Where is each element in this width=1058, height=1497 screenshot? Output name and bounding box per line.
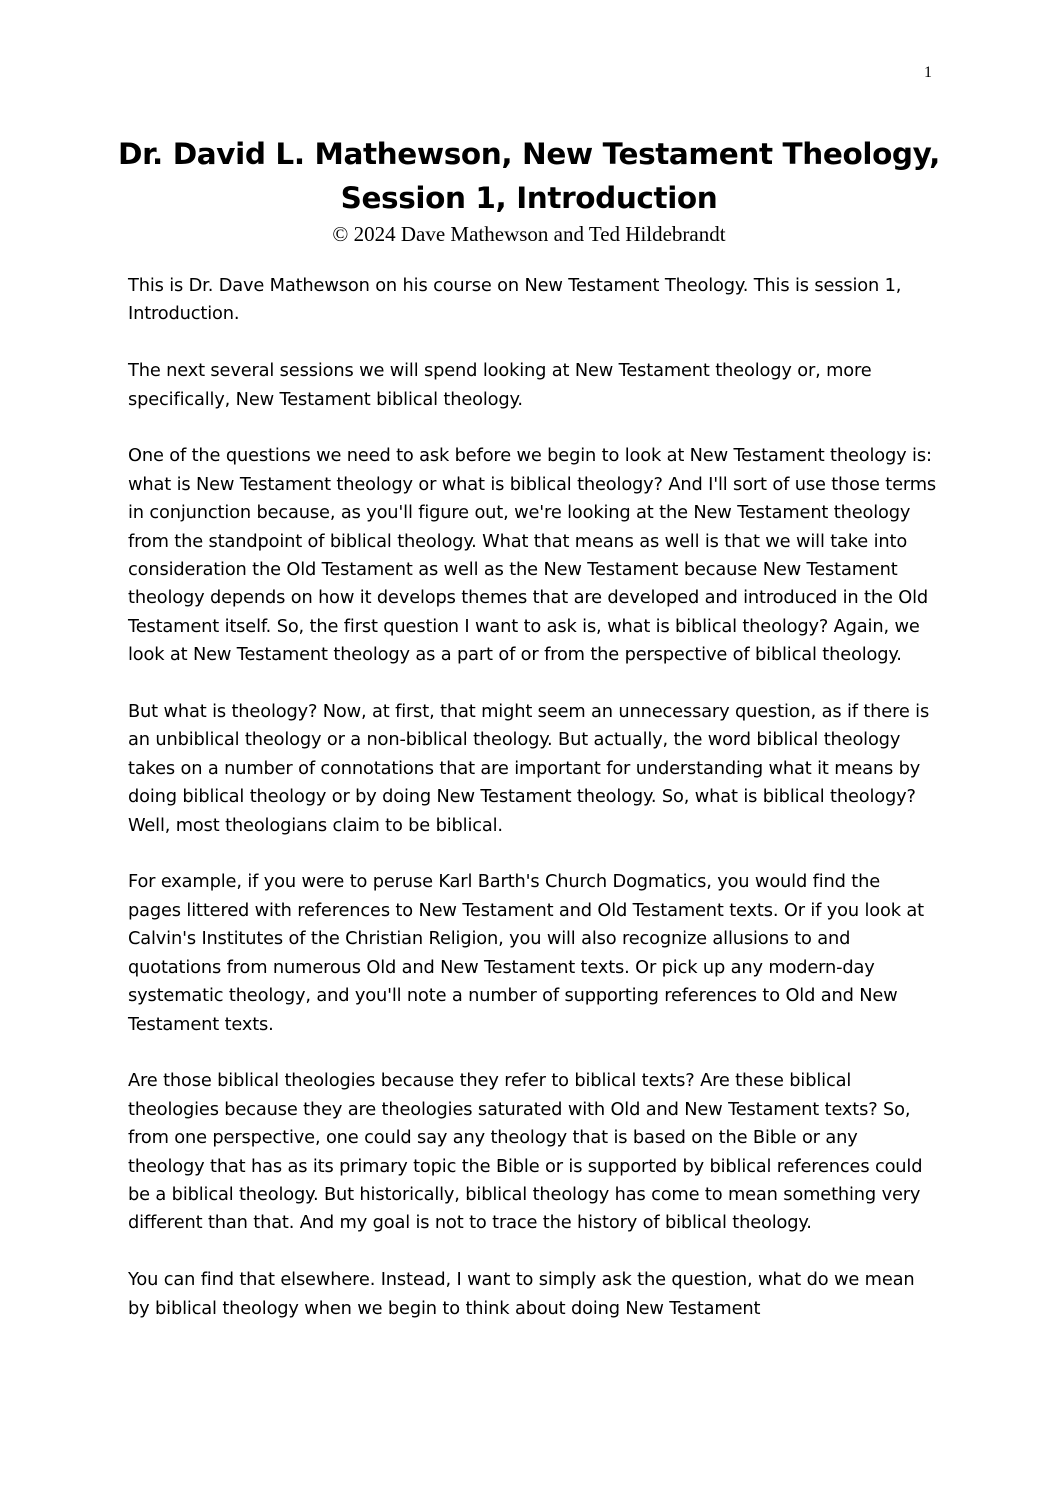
paragraph-4: But what is theology? Now, at first, that might seem an unnecessary question, as if there is an unbiblical theology or a non-biblical theology. But actually, the word biblical theology takes on a number of connotations that are important for understanding what it means by doing biblical theology or by doing New Testament theology. So, what is biblical theology? Well, most theologians claim to be biblical. [128, 701, 930, 836]
page-number: 1 [924, 64, 932, 81]
paragraph-5: For example, if you were to peruse Karl Barth's Church Dogmatics, you would find the pages littered with references to New Testament and Old Testament texts. Or if you look at Calvin's Institutes of the Christian Religion, you will also recognize allusions to and quotations from numerous Old and New Testament texts. Or pick up any modern-day systematic theology, and you'll note a number of supporting references to Old and New Testament texts. [128, 871, 924, 1035]
document-header [100, 132, 958, 248]
document-title [100, 132, 958, 220]
paragraph-2: The next several sessions we will spend looking at New Testament theology or, more specifically, New Testament biblical theology. [128, 360, 872, 410]
title-line-1: Dr. David L. Mathewson, New Testament Theology, [118, 137, 940, 171]
paragraph-6: Are those biblical theologies because they refer to biblical texts? Are these biblical theologies because they are theologies saturated with Old and New Testament texts? So, from one perspective, one could say any theology that is based on the Bible or any theology that has as its primary topic the Bible or is supported by biblical references could be a biblical theology. But historically, biblical theology has come to mean something very different than that. And my goal is not to trace the history of biblical theology. [128, 1070, 923, 1234]
document-body [128, 272, 938, 1351]
title-line-2: Session 1, Introduction [340, 181, 718, 215]
copyright-line: © 2024 Dave Mathewson and Ted Hildebrandt [332, 222, 726, 246]
paragraph-7: You can find that elsewhere. Instead, I want to simply ask the question, what do we mean by biblical theology when we begin to think about doing New Testament [128, 1269, 915, 1319]
paragraph-1: This is Dr. Dave Mathewson on his course on New Testament Theology. This is session 1, Introduction. [128, 275, 902, 325]
paragraph-3: One of the questions we need to ask before we begin to look at New Testament theology is: what is New Testament theology or what is biblical theology? And I'll sort of use those terms in conjunction because, as you'll figure out, we're looking at the New Testament theology from the standpoint of biblical theology. What that means as well is that we will take into consideration the Old Testament as well as the New Testament because New Testament theology depends on how it develops themes that are developed and introduced in the Old Testament itself. So, the first question I want to ask is, what is biblical theology? Again, we look at New Testament theology as a part of or from the perspective of biblical theology. [128, 445, 937, 666]
